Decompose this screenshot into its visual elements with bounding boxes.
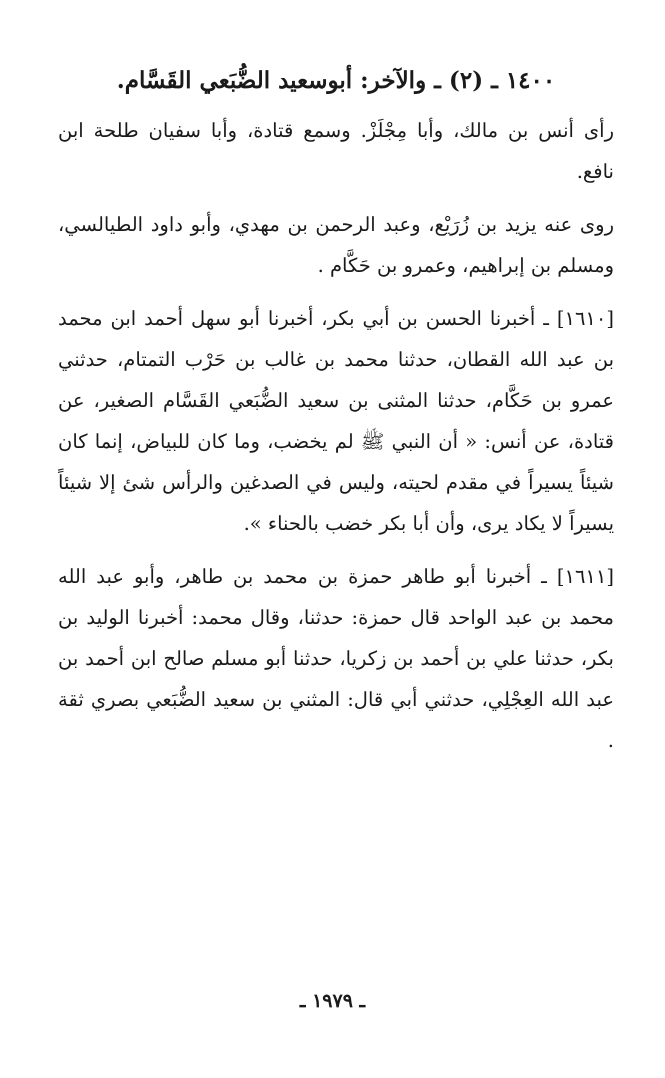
- paragraph-narration: رأى أنس بن مالك، وأبا مِجْلَزْ. وسمع قتادة، وأبا سفيان طلحة ابن نافع.: [58, 119, 614, 183]
- page-number: ـ ١٩٧٩ ـ: [299, 990, 366, 1012]
- paragraph-hadith-1610: [١٦١٠] ـ أخبرنا الحسن بن أبي بكر، أخبرنا أبو سهل أحمد ابن محمد بن عبد الله القطان، حدثنا محمد بن غالب بن حَرْب التمتام، حدثني عمرو بن حَكَّام، حدثنا المثنى بن سعيد الضُّبَعي القَسَّام الصغير، عن قتادة، عن أنس: « أن النبي ﷺ لم يخضب، وما كان للبياض، إنما كان شيئاً يسيراً في مقدم لحيته، وليس في الصدغين والرأس شئ إلا شيئاً يسيراً لا يكاد يرى، وأن أبا بكر خضب بالحناء ».: [58, 307, 614, 535]
- paragraph-hadith-1611: [١٦١١] ـ أخبرنا أبو طاهر حمزة بن محمد بن طاهر، وأبو عبد الله محمد بن عبد الواحد قال حمزة: حدثنا، وقال محمد: أخبرنا الوليد بن بكر، حدثنا علي بن أحمد بن زكريا، حدثنا أبو مسلم صالح ابن أحمد بن عبد الله العِجْلِي، حدثني أبي قال: المثني بن سعيد الضُّبَعي بصري ثقة .: [58, 565, 614, 752]
- paragraph-narrators: روى عنه يزيد بن زُرَيْع، وعبد الرحمن بن مهدي، وأبو داود الطيالسي، ومسلم بن إبراهيم، وعمرو بن حَكَّام .: [58, 213, 614, 277]
- entry-heading: ١٤٠٠ ـ (٢) ـ والآخر: أبوسعيد الضُّبَعي القَسَّام.: [116, 67, 556, 94]
- page-content: [58, 62, 614, 761]
